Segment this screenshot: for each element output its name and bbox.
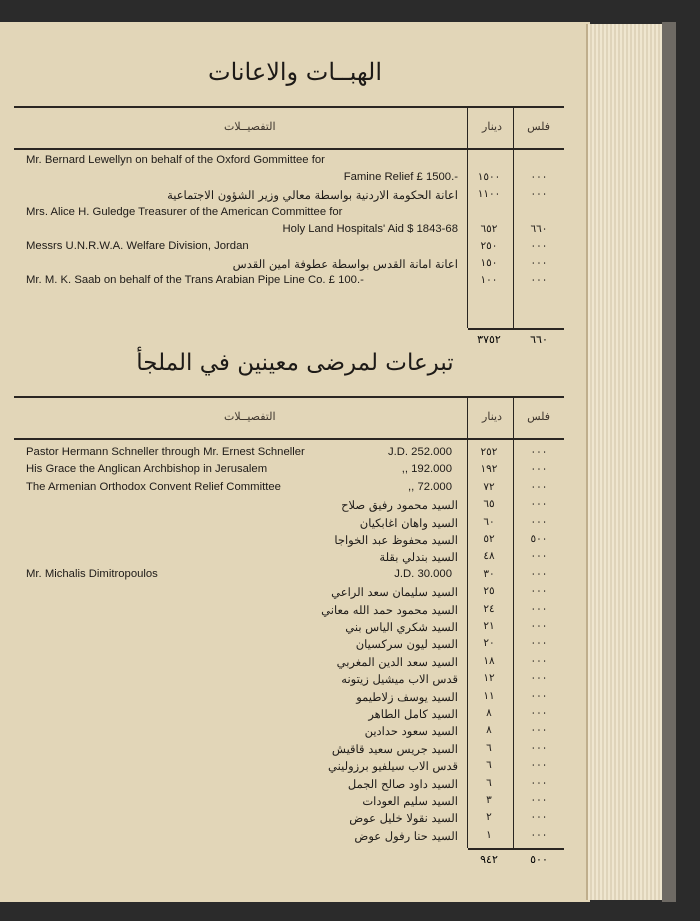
row-dinar: ٢٥٢ [480,446,498,458]
total-fils: ٦٦٠ [530,333,548,346]
row-details: قدس الاب سيلفيو برزوليني [328,759,458,774]
row-dinar: ٤٨ [483,550,495,563]
row-dinar: ٦٠ [483,515,495,528]
table-row [14,446,564,463]
row-fils: ٠٠٠ [530,794,548,806]
row-fils: ٠٠٠ [530,567,548,580]
table-row [14,585,564,602]
table-row [14,568,564,585]
row-dinar: ٦ [486,759,492,772]
row-dinar: ١١ [483,689,495,702]
header-details: التفصيــلات [224,120,276,133]
row-dinar: ١٢ [483,672,495,685]
row-dinar: ١٥٠ [480,257,498,270]
row-fils: ٠٠٠ [530,257,548,270]
row-details: السيد يوسف زلاطيمو [356,689,458,704]
row-fils: ٠٠٠ [530,515,548,528]
header-fils: فلس [527,120,550,133]
row-details: السيد جريس سعيد قاقيش [331,741,458,756]
table-row [14,603,564,620]
row-dinar: ٣٠ [483,567,495,580]
total-row [14,848,564,874]
table-row [14,742,564,759]
row-dinar: ٦٥٢ [480,222,498,235]
row-fils: ٥٠٠ [530,533,548,545]
table-row [14,223,564,240]
row-dinar: ٧٢ [483,480,495,493]
row-details: قدس الاب ميشيل زيتونه [341,672,458,687]
table-row [14,707,564,724]
row-details: The Armenian Orthodox Convent Relief Committee [26,480,281,493]
row-fils: ٠٠٠ [530,620,548,632]
row-dinar: ٢٤ [483,602,495,615]
table-row [14,188,564,205]
row-fils: ٠٠٠ [530,550,548,563]
table-row [14,481,564,498]
row-amount: ,, 72.000 [408,480,452,493]
total-dinar: ٩٤٢ [480,853,498,866]
row-details: السيد محفوظ عبد الخواجا [334,533,458,547]
section-title-patient-donations: تبرعات لمرضى معينين في الملجأ [136,350,454,376]
row-dinar: ٣ [486,794,492,806]
row-dinar: ١ [486,828,492,841]
row-dinar: ٦٥ [483,498,495,511]
row-dinar: ١٩٢ [480,463,498,476]
row-details: اعانة امانة القدس بواسطة عطوفة امين القدس [232,257,458,272]
row-details: السيد داود صالح الجمل [347,776,458,791]
table-row [14,829,564,846]
row-fils: ٠٠٠ [530,446,548,458]
row-details: His Grace the Anglican Archbishop in Jerusalem [26,463,268,476]
row-details: Pastor Hermann Schneller through Mr. Ernest Schneller [26,446,305,458]
row-amount: ,, 192.000 [401,463,452,476]
row-details: السيد ليون سركسيان [355,637,458,652]
table-row [14,620,564,637]
row-details: السيد شكري الياس بني [345,620,458,634]
row-dinar: ٢٥٠ [480,240,498,252]
table-body [14,440,564,848]
row-fils: ٠٠٠ [530,480,548,493]
row-fils: ٠٠٠ [530,274,548,287]
row-details: Mr. Bernard Lewellyn on behalf of the Oxford Gommittee for [26,154,325,166]
row-details: Messrs U.N.R.W.A. Welfare Division, Jordan [26,240,249,252]
table-row [14,794,564,811]
row-details: السيد سعود حدادين [364,724,458,739]
header-fils: فلس [527,410,550,423]
row-details: Famine Relief £ 1500.- [343,171,458,184]
table-row [14,274,564,291]
row-fils: ٠٠٠ [530,463,548,476]
table-body [14,150,564,328]
row-fils: ٠٠٠ [530,171,548,184]
row-details: السيد كامل الطاهر [368,707,458,721]
header-dinar: دينار [482,120,502,133]
row-fils: ٠٠٠ [530,776,548,789]
row-fils: ٠٠٠ [530,741,548,754]
row-fils: ٠٠٠ [530,498,548,511]
table-row [14,724,564,741]
row-dinar: ٢١ [483,620,495,632]
row-details: Mrs. Alice H. Guledge Treasurer of the American Committee for [26,205,343,218]
table-row [14,154,564,171]
row-amount: J.D. 30.000 [394,567,452,580]
page-edges [586,24,674,900]
row-details: السيد واهان اغابكيان [359,515,458,530]
row-dinar: ٢٠ [483,637,495,650]
header-dinar: دينار [482,410,502,423]
table-row [14,759,564,776]
row-details: اعانة الحكومة الاردنية بواسطة معالي وزير الشؤون الاجتماعية [167,188,458,203]
row-fils: ٠٠٠ [530,759,548,772]
row-dinar: ١٥٠٠ [477,171,501,184]
row-fils: ٠٠٠ [530,811,548,824]
row-details: السيد سليمان سعد الراعي [331,585,458,600]
row-fils: ٠٠٠ [530,672,548,685]
row-fils: ٠٠٠ [530,724,548,737]
table-header [14,108,564,148]
table-row [14,777,564,794]
row-dinar: ٢ [486,811,492,824]
row-dinar: ١٠٠ [480,274,498,287]
row-fils: ٠٠٠ [530,689,548,702]
row-details: Mr. Michalis Dimitropoulos [26,567,158,580]
book-spine-shadow [662,22,676,902]
row-details: السيد بندلي بقلة [379,550,458,565]
row-fils: ٠٠٠ [530,637,548,650]
table-row [14,171,564,188]
table-row [14,637,564,654]
total-dinar: ٣٧٥٢ [477,333,501,346]
row-dinar: ١١٠٠ [477,188,501,201]
table-row [14,206,564,223]
header-details: التفصيــلات [224,410,276,423]
table-row [14,690,564,707]
total-fils: ٥٠٠ [530,853,548,866]
row-fils: ٠٠٠ [530,707,548,719]
row-details: السيد محمود رفيق صلاح [341,498,458,513]
donations-table [14,106,564,356]
row-fils: ٠٠٠ [530,188,548,201]
table-row [14,257,564,274]
row-amount: J.D. 252.000 [387,446,452,458]
row-details: السيد حنا رفول عوض [354,828,458,843]
table-row [14,655,564,672]
row-dinar: ٢٥ [483,585,495,598]
row-fils: ٠٠٠ [530,828,548,841]
table-row [14,533,564,550]
table-row [14,811,564,828]
row-details: السيد نقولا خليل عوض [349,811,458,826]
row-dinar: ١٨ [483,654,495,667]
row-fils: ٠٠٠ [530,585,548,598]
row-dinar: ٦ [486,741,492,754]
row-details: السيد محمود حمد الله معاني [321,602,458,617]
row-fils: ٦٦٠ [530,222,548,235]
row-dinar: ٦ [486,776,492,789]
row-fils: ٠٠٠ [530,654,548,667]
row-details: Holy Land Hospitals' Aid $ 1843-68 [282,222,458,235]
row-details: السيد سعد الدين المغربي [336,654,458,669]
table-row [14,498,564,515]
patient-donations-table [14,396,564,874]
table-header [14,398,564,438]
row-dinar: ٥٢ [483,533,495,545]
table-row [14,672,564,689]
row-fils: ٠٠٠ [530,240,548,252]
table-row [14,463,564,480]
section-title-donations: الهبــات والاعانات [207,58,383,86]
row-details: Mr. M. K. Saab on behalf of the Trans Arabian Pipe Line Co. £ 100.- [26,274,364,287]
table-row [14,516,564,533]
row-dinar: ٨ [486,724,492,737]
row-details: السيد سليم العودات [362,794,458,808]
table-row [14,550,564,567]
row-dinar: ٨ [486,707,492,719]
table-row [14,240,564,257]
row-fils: ٠٠٠ [530,602,548,615]
